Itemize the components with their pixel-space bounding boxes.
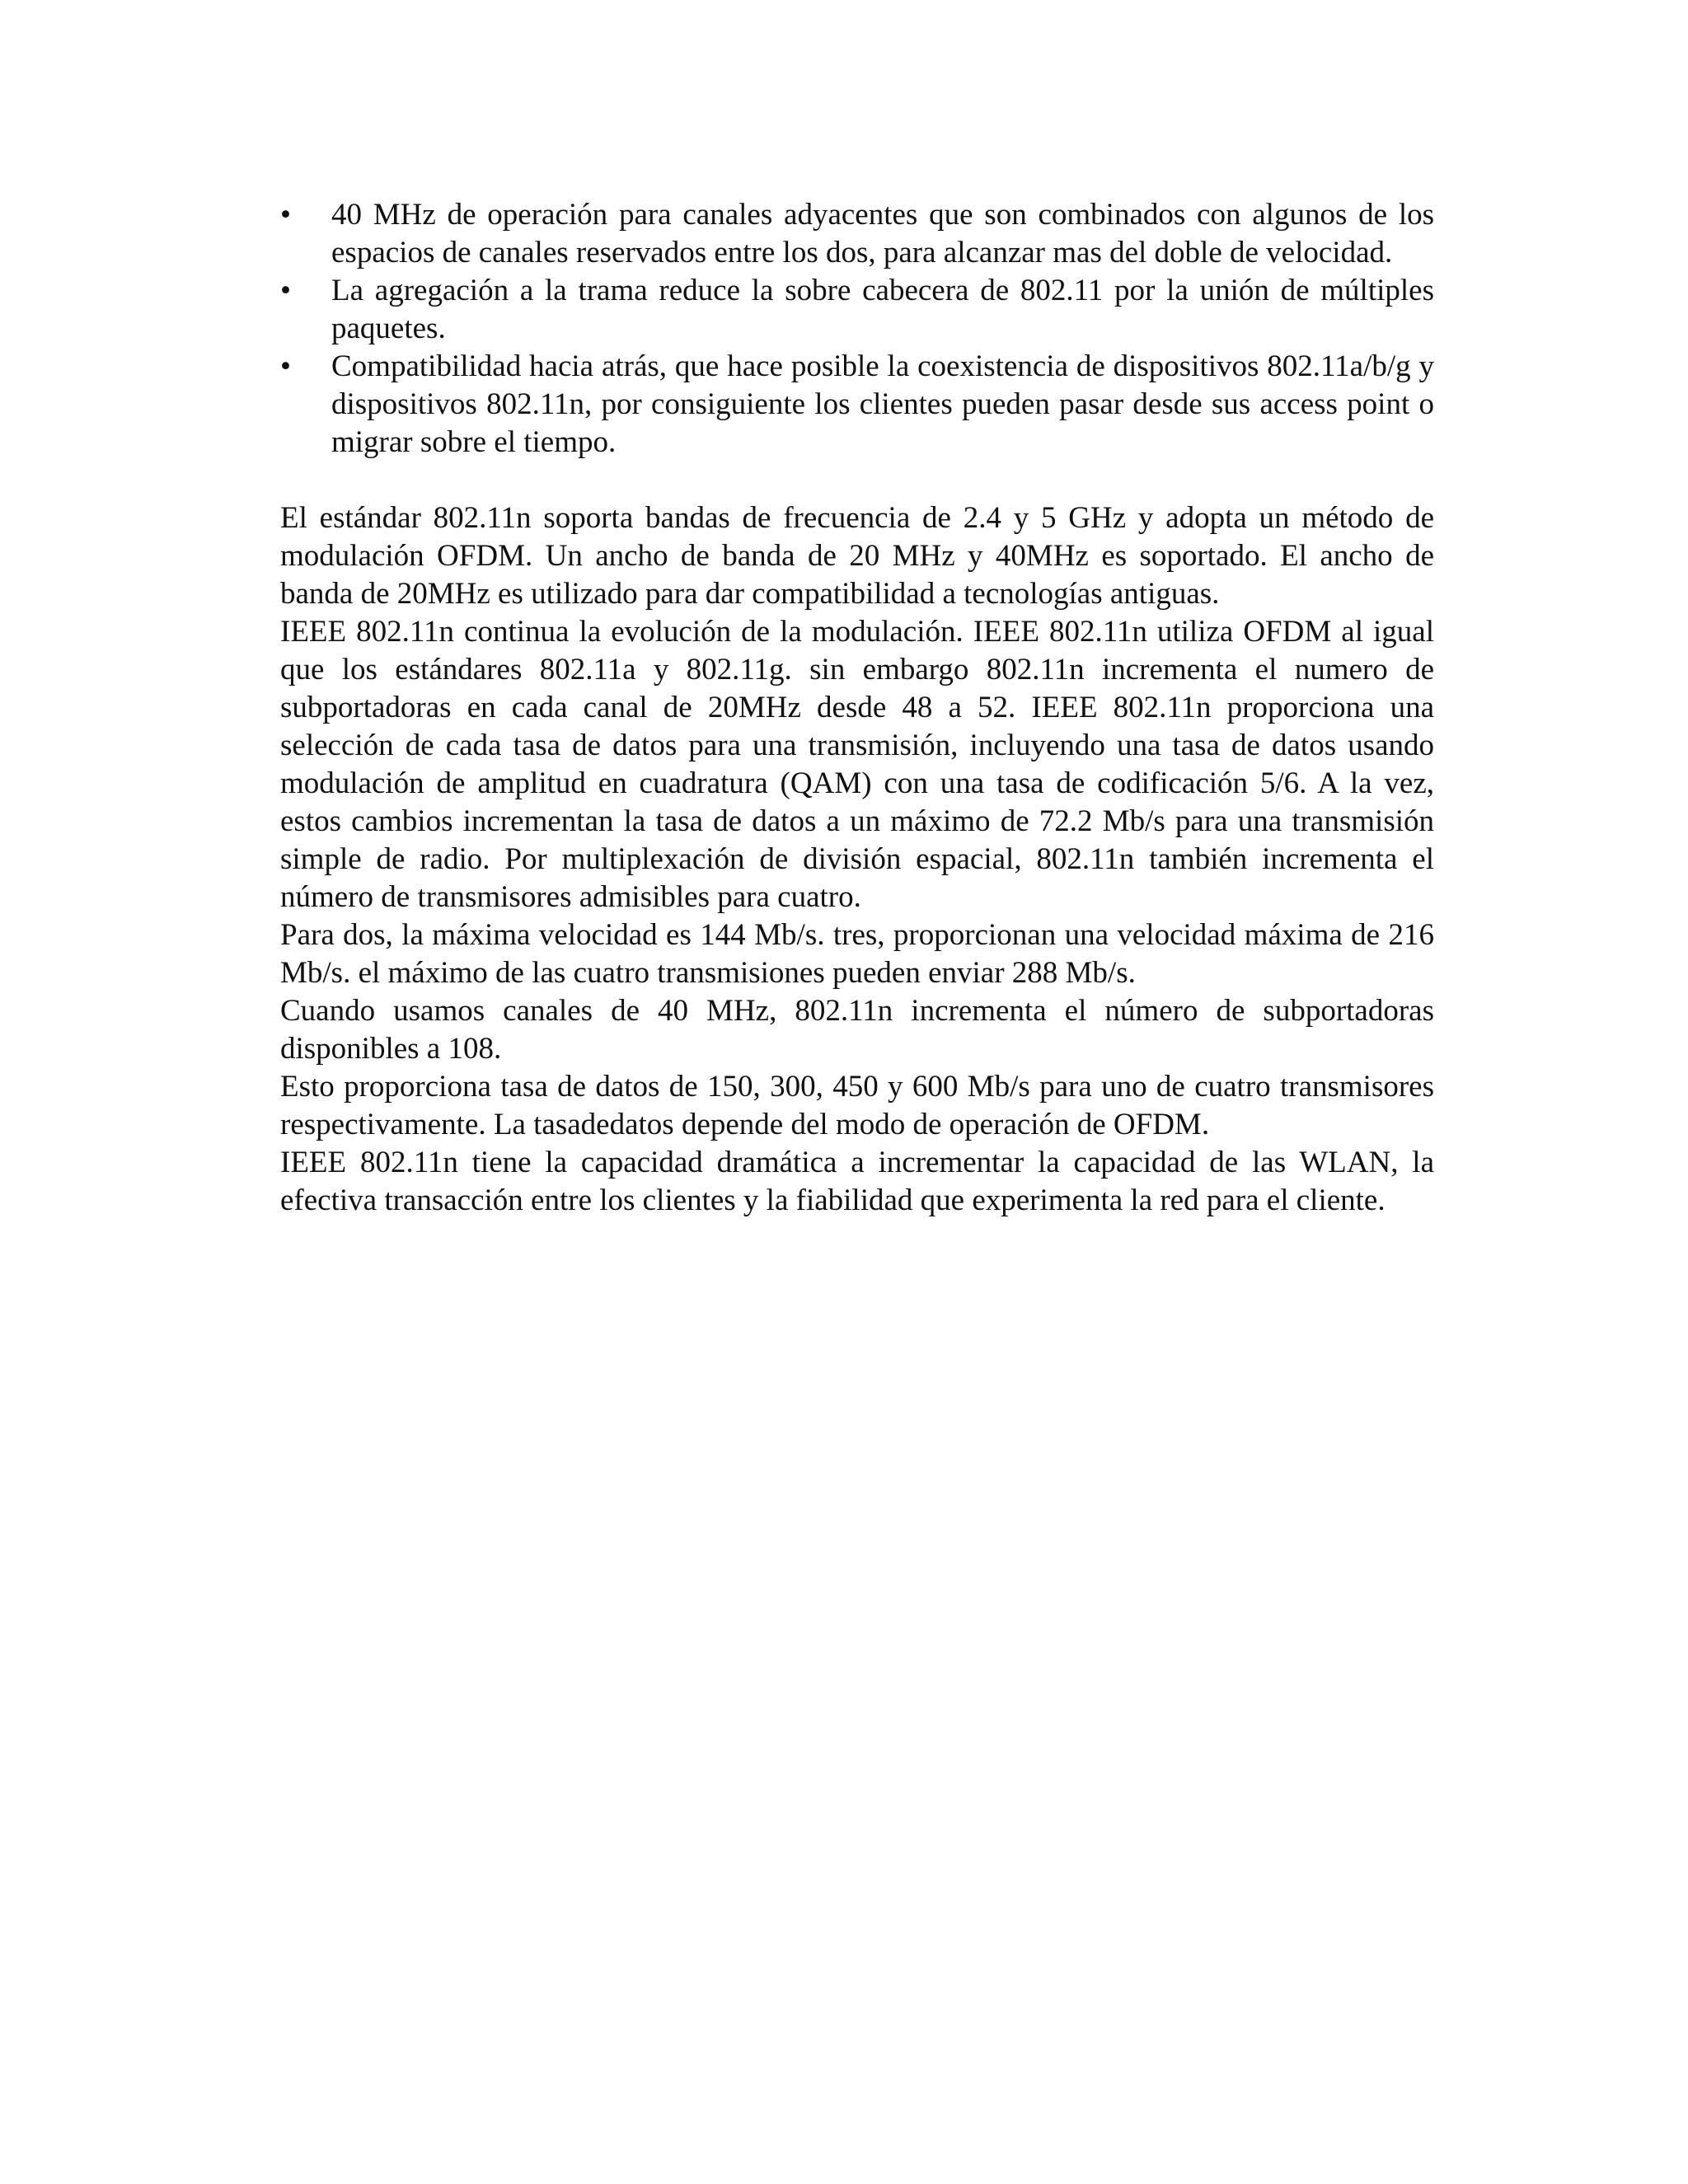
bullet-item-backward-compatibility	[280, 348, 1434, 462]
paragraph-40mhz-subcarriers: Cuando usamos canales de 40 MHz, 802.11n incrementa el número de subportadoras disponibles a 108.	[280, 994, 1434, 1066]
paragraph-max-speeds: Para dos, la máxima velocidad es 144 Mb/s. tres, proporcionan una velocidad máxima de 216 Mb/s. el máximo de las cuatro transmisiones pueden enviar 288 Mb/s.	[280, 918, 1434, 990]
paragraph-frequency-bands: El estándar 802.11n soporta bandas de frecuencia de 2.4 y 5 GHz y adopta un método de modulación OFDM. Un ancho de banda de 20 MHz y 40MHz es soportado. El ancho de banda de 20MHz es utilizado para dar compatibilidad a tecnologías antiguas.	[280, 501, 1434, 611]
paragraph-data-rates: Esto proporciona tasa de datos de 150, 300, 450 y 600 Mb/s para uno de cuatro transmisores respectivamente. La tasadedatos depende del modo de operación de OFDM.	[280, 1070, 1434, 1141]
feature-bullet-list	[280, 196, 1434, 462]
paragraph-modulation-evolution: IEEE 802.11n continua la evolución de la modulación. IEEE 802.11n utiliza OFDM al igual que los estándares 802.11a y 802.11g. sin embargo 802.11n incrementa el numero de subportadoras en cada canal de 20MHz desde 48 a 52. IEEE 802.11n proporciona una selección de cada tasa de datos para una transmisión, incluyendo una tasa de datos usando modulación de amplitud en cuadratura (QAM) con una tasa de codificación 5/6. A la vez, estos cambios incrementan la tasa de datos a un máximo de 72.2 Mb/s para una transmisión simple de radio. Por multiplexación de división espacial, 802.11n también incrementa el número de transmisores admisibles para cuatro.	[280, 615, 1434, 914]
bullet-text: La agregación a la trama reduce la sobre cabecera de 802.11 por la unión de múltiples paquetes.	[331, 274, 1434, 345]
bullet-text: Compatibilidad hacia atrás, que hace posible la coexistencia de dispositivos 802.11a/b/g y dispositivos 802.11n, por consiguiente los clientes pueden pasar desde sus access point o migrar sobre el tiempo.	[331, 349, 1434, 459]
document-body	[280, 196, 1434, 1220]
bullet-icon: •	[280, 198, 291, 232]
bullet-text: 40 MHz de operación para canales adyacentes que son combinados con algunos de los espacios de canales reservados entre los dos, para alcanzar mas del doble de velocidad.	[331, 198, 1434, 269]
bullet-icon: •	[280, 349, 291, 383]
bullet-item-40mhz	[280, 196, 1434, 272]
bullet-icon: •	[280, 274, 291, 307]
bullet-item-frame-aggregation	[280, 272, 1434, 348]
body-paragraphs	[280, 499, 1434, 1220]
paragraph-wlan-capacity: IEEE 802.11n tiene la capacidad dramática a incrementar la capacidad de las WLAN, la efectiva transacción entre los clientes y la fiabilidad que experimenta la red para el cliente.	[280, 1146, 1434, 1217]
